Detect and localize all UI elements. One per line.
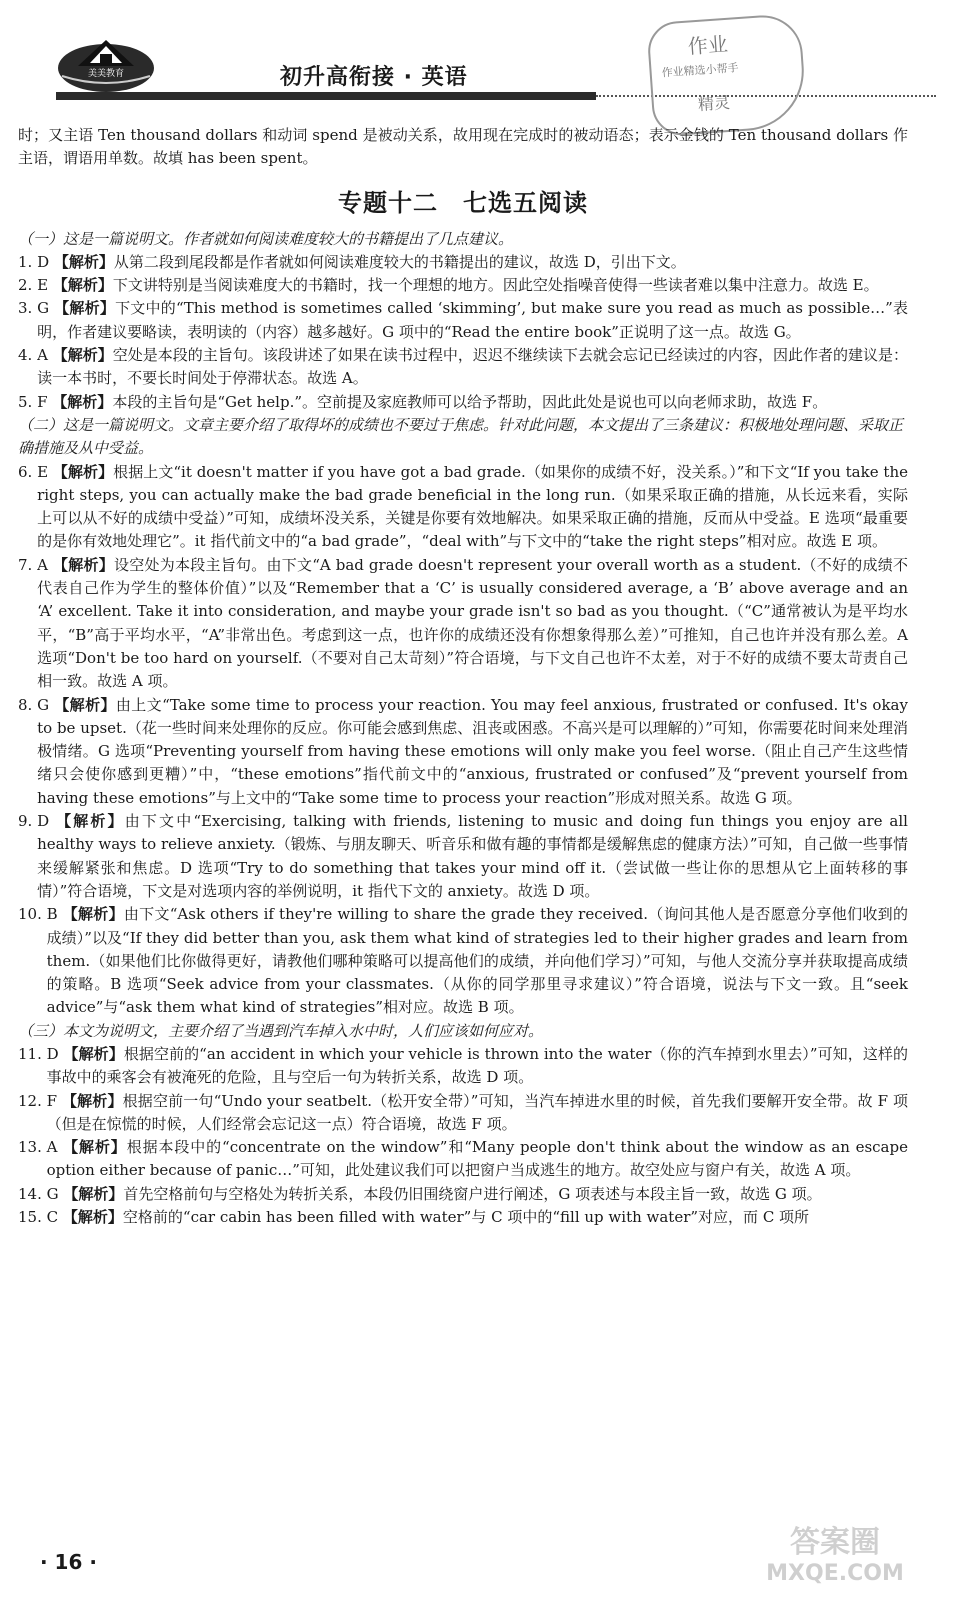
question-number: 3. <box>18 299 38 318</box>
analysis-text: 空格前的“car cabin has been filled with water”与 C 项中的“fill up with water”对应，而 C 项所 <box>122 1208 810 1227</box>
answer-item <box>18 1183 908 1206</box>
analysis-tag: 【解析】 <box>52 462 114 481</box>
answer-item <box>18 694 908 810</box>
answer-item <box>18 554 908 694</box>
answer-body <box>37 274 908 297</box>
answer-item <box>18 810 908 903</box>
answer-body <box>47 1206 908 1229</box>
question-number: 5. <box>18 392 38 411</box>
answer-letter: G <box>37 299 50 318</box>
analysis-tag: 【解析】 <box>63 1044 124 1063</box>
analysis-tag: 【解析】 <box>61 1091 123 1110</box>
header-bar <box>56 92 596 100</box>
analysis-tag: 【解析】 <box>62 1208 123 1227</box>
answer-body <box>37 251 908 274</box>
answer-letter: G <box>37 695 50 714</box>
answer-item <box>18 274 908 297</box>
answer-letter: F <box>46 1091 58 1110</box>
analysis-text: 由下文中“Exercising, talking with friends, listening to music and doing fun things you enjoy are all healthy ways to relieve anxiety.（锻炼、与朋友聊天、听音乐和做有趣的事情都是缓解焦虑的健康方法）”可知，自己做一些事情来缓解紧张和焦虑。D 选项“Try to do something that takes your mind off it.（尝试做一些让你的思想从它上面转移的事情）”符合语境，下文是对选项内容的举例说明，it 指代下文的 anxiety。故选 D 项。 <box>37 812 908 900</box>
analysis-tag: 【解析】 <box>63 1138 127 1157</box>
page-content <box>18 124 908 1229</box>
publisher-logo <box>56 36 156 94</box>
question-number: 15. <box>18 1208 47 1227</box>
answer-letter: A <box>46 1138 58 1157</box>
answer-body <box>37 694 908 810</box>
analysis-tag: 【解析】 <box>54 299 116 318</box>
stamp-line-1: 作业 <box>687 31 729 59</box>
analysis-tag: 【解析】 <box>56 812 125 831</box>
analysis-text: 由下文“Ask others if they're willing to share the grade they received.（询问其他人是否愿意分享他们收到的成绩）”以及“If they did better than you, ask them what kind of strategies led to their higher grades and learn from them.（如果他们比你做得更好，请教他们哪种策略可以提高他们的成绩，并向他们学习）”可知，与他人交流分享并获取提高成绩的策略。B 选项“Seek advice from your classmates.（从你的同学那里寻求建议）”符合语境，说法与下文一致。且“seek advice”与“ask them what kind of strategies”相对应。故选 B 项。 <box>46 905 908 1017</box>
analysis-text: 根据空前的“an accident in which your vehicle is thrown into the water（你的汽车掉到水里去）”可知，这样的事故中的乘客会有被淹死的危险，且与空后一句为转折关系，故选 D 项。 <box>46 1044 908 1087</box>
analysis-tag: 【解析】 <box>54 695 116 714</box>
analysis-text: 下文中的“This method is sometimes called ‘skimming’, but make sure you read as much as possible…”表明，作者建议要略读，表明读的（内容）越多越好。G 项中的“Read the entire book”正说明了这一点。故选 G。 <box>37 299 908 341</box>
answer-letter: D <box>37 252 50 271</box>
answer-body <box>47 1136 908 1183</box>
analysis-text: 根据上文“it doesn't matter if you have got a bad grade.（如果你的成绩不好，没关系。）”和下文“If you take the right steps, you can actually make the bad grade beneficial in the long run.（如果采取正确的措施，从长远来看，实际上可以从不好的成绩中受益）”可知，成绩坏没关系，关键是你要有效地解决。如果采取正确的措施，反而从中受益。E 选项“最重要的是你有效地处理它”。it 指代前文中的“a bad grade”，“deal with”与下文中的“take the right steps”相对应。故选 E 项。 <box>37 462 908 551</box>
answer-item <box>18 391 908 414</box>
question-number: 13. <box>18 1138 47 1157</box>
question-number: 7. <box>18 555 38 574</box>
answer-item <box>18 344 908 391</box>
answer-letter: D <box>46 1044 59 1063</box>
answer-body <box>37 391 908 414</box>
analysis-tag: 【解析】 <box>52 346 113 365</box>
page-header <box>0 0 960 118</box>
header-title: 初升高衔接 · 英语 <box>280 65 468 90</box>
section-title: 专题十二 七选五阅读 <box>338 188 588 217</box>
answer-letter: B <box>46 905 58 924</box>
answer-item <box>18 1206 908 1229</box>
answer-item <box>18 297 908 344</box>
question-number: 12. <box>18 1091 47 1110</box>
answer-parts <box>18 228 908 1230</box>
analysis-text: 首先空格前句与空格处为转折关系，本段仍旧围绕窗户进行阐述，G 项表述与本段主旨一致，故选 G 项。 <box>123 1184 822 1203</box>
part-intro: （一）这是一篇说明文。作者就如何阅读难度较大的书籍提出了几点建议。 <box>18 229 514 248</box>
answer-body <box>47 1043 908 1090</box>
answer-item <box>18 1136 908 1183</box>
analysis-text: 由上文“Take some time to process your reaction. You may feel anxious, frustrated or confused. It's okay to be upset.（花一些时间来处理你的反应。你可能会感到焦虑、沮丧或困惑。不高兴是可以理解的）”可知，你需要花时间来处理消极情绪。G 选项“Preventing yourself from having these emotions will only make you feel worse.（阻止自己产生这些情绪只会使你感到更糟）”中，“these emotions”指代前文中的“anxious, frustrated or confused”及“prevent yourself from having these emotions”与上文中的“Take some time to process your reaction”形成对照关系。故选 G 项。 <box>37 695 908 807</box>
analysis-text: 本段的主旨句是“Get help.”。空前提及家庭教师可以给予帮助，因此此处是说也可以向老师求助，故选 F。 <box>112 392 828 411</box>
analysis-text: 从第二段到尾段都是作者就如何阅读难度较大的书籍提出的建议，故选 D，引出下文。 <box>113 252 686 271</box>
question-number: 10. <box>18 905 47 924</box>
answer-body <box>37 554 908 694</box>
answer-body <box>47 1183 908 1206</box>
homework-stamp <box>646 13 808 137</box>
answer-letter: G <box>46 1184 59 1203</box>
watermark-url: MXQE.COM <box>766 1561 904 1586</box>
analysis-tag: 【解析】 <box>52 392 113 411</box>
question-number: 8. <box>18 695 38 714</box>
question-number: 2. <box>18 276 38 295</box>
answer-letter: F <box>37 392 48 411</box>
watermark-text: 答案圈 <box>790 1525 880 1560</box>
stamp-line-3: 精灵 <box>697 92 731 115</box>
page-number: · 16 · <box>40 1550 97 1574</box>
logo-text: 美美教育 <box>87 69 124 79</box>
answer-body <box>37 461 908 554</box>
question-number: 9. <box>18 812 38 831</box>
analysis-text: 空处是本段的主旨句。该段讲述了如果在读书过程中，迟迟不继续读下去就会忘记已经读过的内容，因此作者的建议是：读一本书时，不要长时间处于停滞状态。故选 A。 <box>37 346 908 388</box>
answer-body <box>47 903 908 1019</box>
analysis-text: 设空处为本段主旨句。由下文“A bad grade doesn't represent your overall worth as a student.（不好的成绩不代表自己作为学生的整体价值）”以及“Remember that a ‘C’ is usually considered average, a ‘B’ above average and an ‘A’ excellent. Take it into consideration, and maybe your grade isn't so bad as you thought.（“C”通常被认为是平均水平，“B”高于平均水平，“A”非常出色。考虑到这一点，也许你的成绩还没有你想象得那么差）”可推知，自己也许并没有那么差。A 选项“Don't be too hard on yourself.（不要对自己太苛刻）”符合语境，与下文自己也许不太差，对于不好的成绩不要太苛责自己相一致。故选 A 项。 <box>37 555 908 691</box>
analysis-tag: 【解析】 <box>62 905 124 924</box>
analysis-tag: 【解析】 <box>52 276 113 295</box>
part-intro: （三）本文为说明文，主要介绍了当遇到汽车掉入水中时，人们应该如何应对。 <box>18 1021 544 1040</box>
question-number: 1. <box>18 252 38 271</box>
analysis-tag: 【解析】 <box>63 1184 124 1203</box>
answer-letter: A <box>37 555 48 574</box>
question-number: 6. <box>18 462 38 481</box>
answer-body <box>47 1090 908 1137</box>
question-number: 11. <box>18 1044 47 1063</box>
part-intro: （二）这是一篇说明文。文章主要介绍了取得坏的成绩也不要过于焦虑。针对此问题，本文提出了三条建议：积极地处理问题、采取正确措施及从中受益。 <box>18 415 904 458</box>
analysis-text: 根据本段中的“concentrate on the window”和“Many people don't think about the window as an escape option either because of panic…”可知，此处建议我们可以把窗户当成逃生的地方。故空处应与窗户有关，故选 A 项。 <box>46 1138 908 1180</box>
carryover-paragraph: 时；又主语 Ten thousand dollars 和动词 spend 是被动关系，故用现在完成时的被动语态；表示金钱的 Ten thousand dollars 作主语，谓语用单数。故填 has been spent。 <box>18 126 908 168</box>
analysis-tag: 【解析】 <box>53 252 114 271</box>
answer-letter: C <box>46 1208 59 1227</box>
stamp-line-2: 作业精选小帮手 <box>661 61 739 80</box>
answer-letter: E <box>37 276 49 295</box>
answer-item <box>18 1043 908 1090</box>
answer-body <box>37 810 908 903</box>
answer-letter: D <box>37 812 50 831</box>
answer-item <box>18 1090 908 1137</box>
analysis-tag: 【解析】 <box>52 555 114 574</box>
question-number: 14. <box>18 1184 47 1203</box>
answer-item <box>18 903 908 1019</box>
answer-item <box>18 251 908 274</box>
watermark-logo <box>730 1518 940 1588</box>
answer-letter: E <box>37 462 49 481</box>
answer-body <box>37 297 908 344</box>
analysis-text: 下文讲特别是当阅读难度大的书籍时，找一个理想的地方。因此空处指噪音使得一些读者难以集中注意力。故选 E。 <box>112 276 879 295</box>
answer-body <box>37 344 908 391</box>
answer-item <box>18 461 908 554</box>
question-number: 4. <box>18 346 38 365</box>
answer-letter: A <box>37 346 48 365</box>
analysis-text: 根据空前一句“Undo your seatbelt.（松开安全带）”可知，当汽车掉进水里的时候，首先我们要解开安全带。故 F 项（但是在惊慌的时候，人们经常会忘记这一点）符合语境，故选 F 项。 <box>46 1091 908 1133</box>
